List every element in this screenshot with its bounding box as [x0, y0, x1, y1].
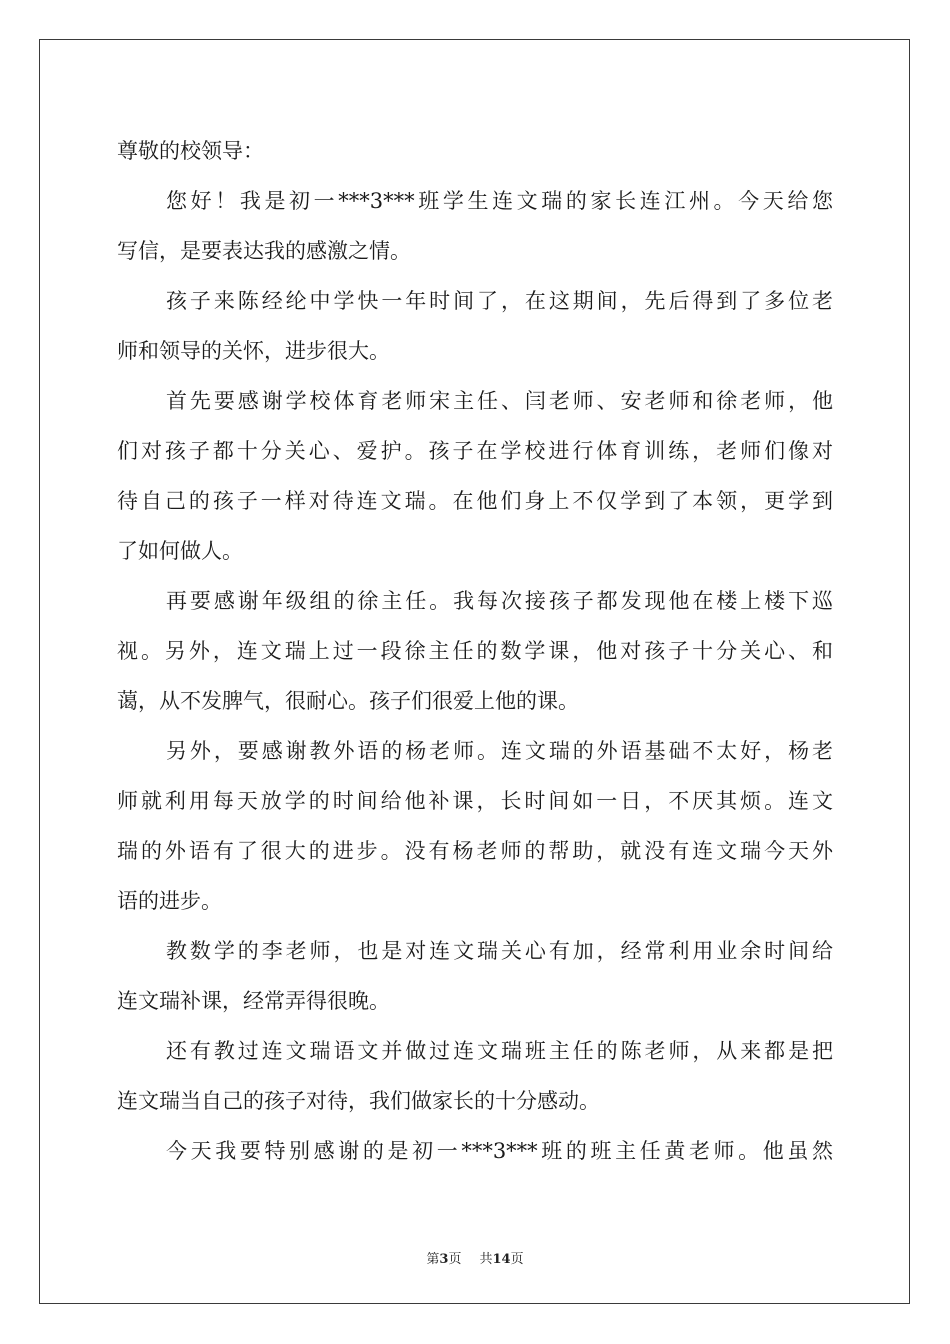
page-suffix: 页: [448, 1252, 462, 1267]
letter-body: [117, 126, 833, 1176]
text-line: 连文瑞补课，经常弄得很晚。: [117, 989, 390, 1013]
text-line: 待自己的孩子一样对待连文瑞。在他们身上不仅学到了本领，更学到: [117, 489, 833, 513]
total-pages: 14: [492, 1252, 511, 1267]
text-line: 们对孩子都十分关心、爱护。孩子在学校进行体育训练，老师们像对: [117, 439, 833, 463]
text-line: 瑞的外语有了很大的进步。没有杨老师的帮助，就没有连文瑞今天外: [117, 839, 833, 863]
text-line: 视。另外，连文瑞上过一段徐主任的数学课，他对孩子十分关心、和: [117, 639, 833, 663]
text-line: 了如何做人。: [117, 539, 243, 563]
text-line: 蔼，从不发脾气，很耐心。孩子们很爱上他的课。: [117, 689, 579, 713]
page-number: 3: [439, 1252, 449, 1267]
total-suffix: 页: [510, 1252, 524, 1267]
text-line: 您好！我是初一***3***班学生连文瑞的家长连江州。今天给您: [166, 189, 833, 213]
text-line: 写信，是要表达我的感激之情。: [117, 239, 411, 263]
page-prefix: 第: [426, 1252, 440, 1267]
total-prefix: 共: [479, 1252, 493, 1267]
text-line: 师和领导的关怀，进步很大。: [117, 339, 390, 363]
text-line: 孩子来陈经纶中学快一年时间了，在这期间，先后得到了多位老: [166, 289, 833, 313]
text-line: 尊敬的校领导：: [117, 139, 264, 163]
text-line: 师就利用每天放学的时间给他补课，长时间如一日，不厌其烦。连文: [117, 789, 833, 813]
page-footer: [0, 1248, 950, 1267]
text-line: 连文瑞当自己的孩子对待，我们做家长的十分感动。: [117, 1089, 600, 1113]
text-line: 今天我要特别感谢的是初一***3***班的班主任黄老师。他虽然: [166, 1139, 833, 1163]
text-line: 再要感谢年级组的徐主任。我每次接孩子都发现他在楼上楼下巡: [166, 589, 833, 613]
text-line: 还有教过连文瑞语文并做过连文瑞班主任的陈老师，从来都是把: [166, 1039, 833, 1063]
text-line: 首先要感谢学校体育老师宋主任、闫老师、安老师和徐老师，他: [166, 389, 833, 413]
text-line: 语的进步。: [117, 889, 222, 913]
text-line: 教数学的李老师，也是对连文瑞关心有加，经常利用业余时间给: [166, 939, 833, 963]
text-line: 另外，要感谢教外语的杨老师。连文瑞的外语基础不太好，杨老: [166, 739, 833, 763]
